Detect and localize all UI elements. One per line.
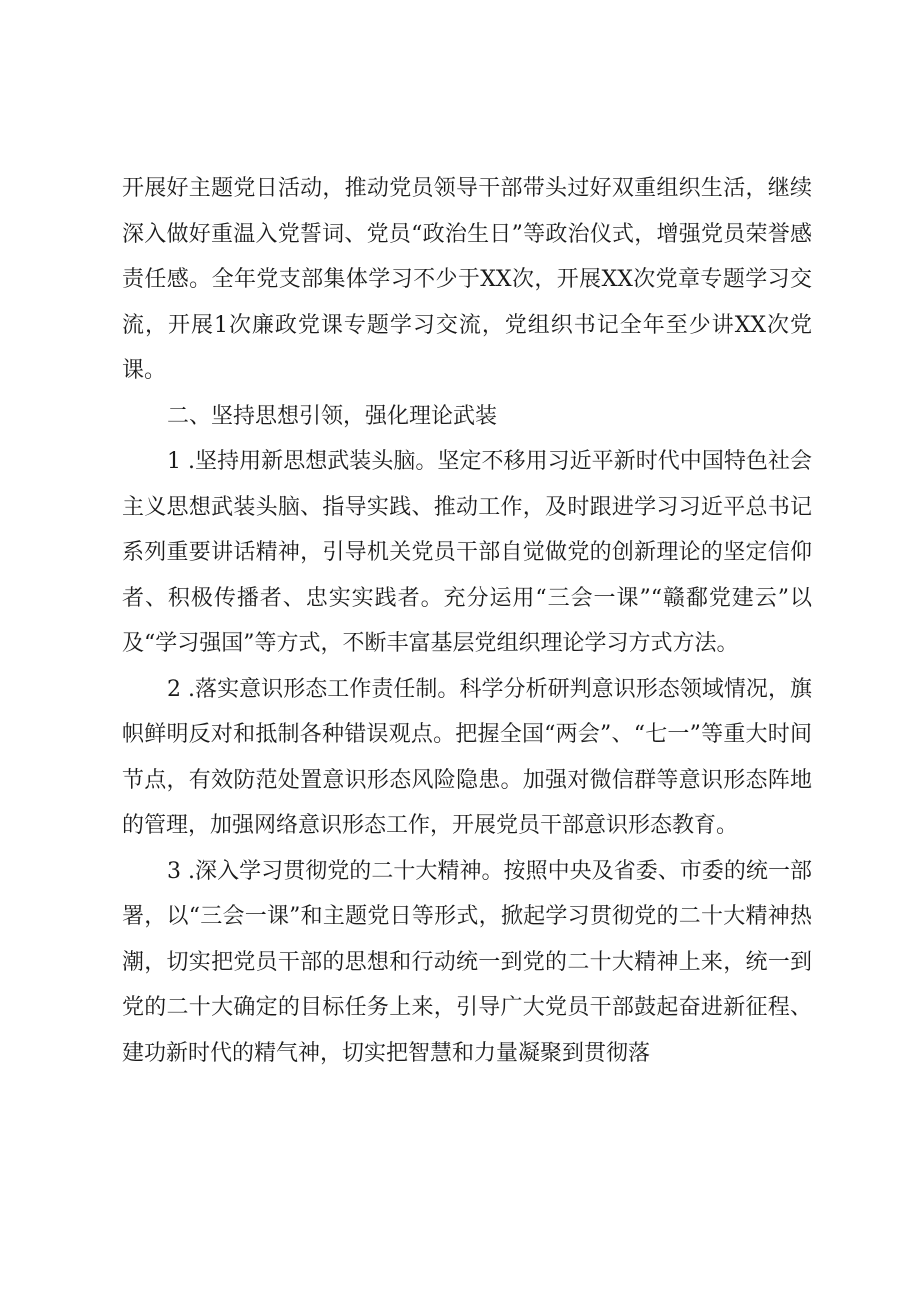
paragraph-item-1: 1 .坚持用新思想武装头脑。坚定不移用习近平新时代中国特色社会主义思想武装头脑、指导实践、推动工作，及时跟进学习习近平总书记系列重要讲话精神，引导机关党员干部自觉做党的创新理论的坚定信仰者、积极传播者、忠实实践者。充分运用“三会一课”“赣鄱党建云”以及“学习强国”等方式，不断丰富基层党组织理论学习方式方法。 bbox=[122, 449, 812, 656]
section-heading: 二、坚持思想引领，强化理论武装 bbox=[167, 403, 498, 429]
paragraph-item-2: 2 .落实意识形态工作责任制。科学分析研判意识形态领域情况，旗帜鲜明反对和抵制各种错误观点。把握全国“两会”、“七一”等重大时间节点，有效防范处置意识形态风险隐患。加强对微信群等意识形态阵地的管理，加强网络意识形态工作，开展党员干部意识形态教育。 bbox=[122, 676, 812, 838]
paragraph-continued: 开展好主题党日活动，推动党员领导干部带头过好双重组织生活，继续深入做好重温入党誓词、党员“政治生日”等政治仪式，增强党员荣誉感责任感。全年党支部集体学习不少于XX次，开展XX次党章专题学习交流，开展1次廉政党课专题学习交流，党组织书记全年至少讲XX次党课。 bbox=[122, 176, 812, 383]
document-body bbox=[122, 166, 812, 1076]
paragraph-item-3: 3 .深入学习贯彻党的二十大精神。按照中央及省委、市委的统一部署，以“三会一课”和主题党日等形式，掀起学习贯彻党的二十大精神热潮，切实把党员干部的思想和行动统一到党的二十大精神上来，统一到党的二十大确定的目标任务上来，引导广大党员干部鼓起奋进新征程、建功新时代的精气神，切实把智慧和力量凝聚到贯彻落 bbox=[122, 858, 812, 1066]
